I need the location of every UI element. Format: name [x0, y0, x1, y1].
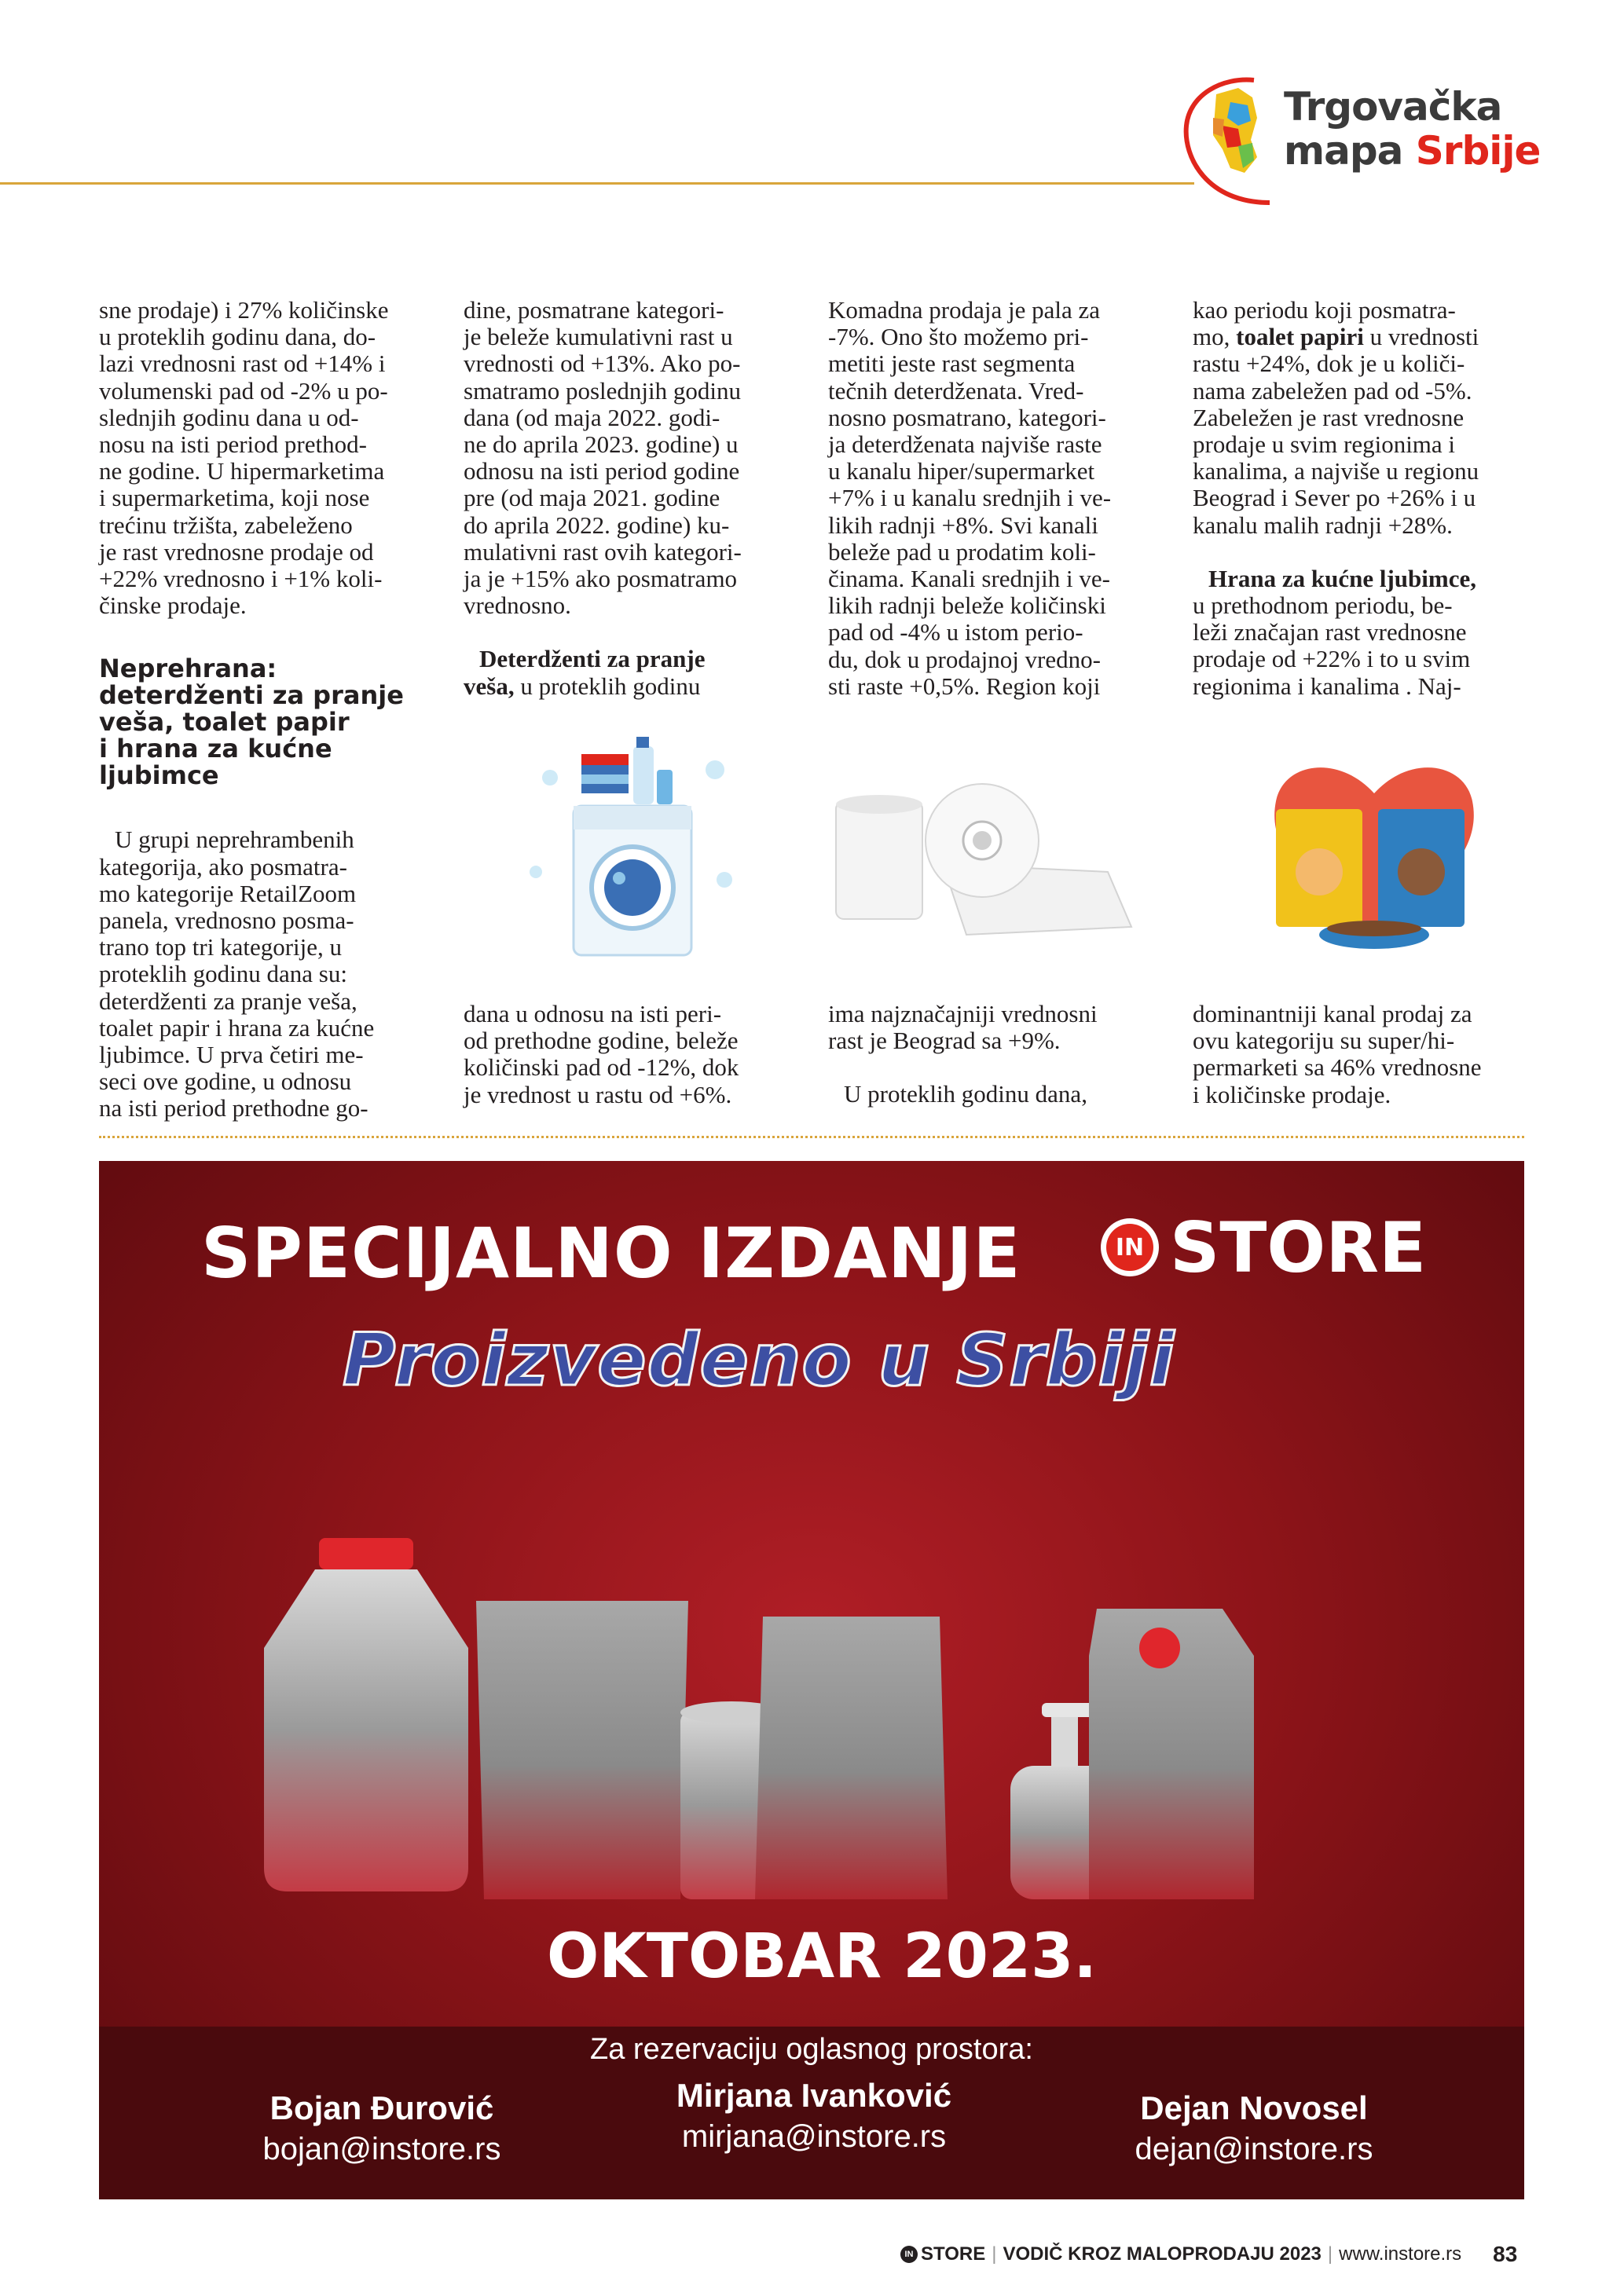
- column-1: [99, 297, 429, 1122]
- col1-paragraph-1: sne prodaje) i 27% količinske u proteklih godinu dana, do- lazi vrednosni rast od +14% i volumenski pad od -2% u po- slednjih godinu dana u od- nosu na isti period prethod- ne godine. U hipermarketima i supermarketima, koji nose trećinu tržišta, zabeleženo je rast vrednosne prodaje od +22% vrednosno i +1% koli- činske prodaje.: [99, 296, 389, 620]
- col2-paragraph-2: Deterdženti za pranje veša, u proteklih godinu: [464, 645, 706, 700]
- column-3-continued: [828, 1001, 1158, 1108]
- contact-card: Dejan Novosel dejan@instore.rs: [1089, 2088, 1419, 2170]
- logo-line-2b: Srbije: [1415, 128, 1541, 174]
- in-badge-icon: IN: [1101, 1218, 1159, 1276]
- logo-line-1: Trgovačka: [1284, 84, 1502, 130]
- col4-paragraph-2: Hrana za kućne ljubimce, u prethodnom periodu, be- leži značajan rast vrednosne prodaje od +22% i to u svim regionima i kanalima . Naj-: [1193, 564, 1476, 700]
- col2-paragraph-1: dine, posmatrane kategori- je beleže kumulativni rast u vrednosti od +13%. Ako po- smatramo poslednjih godinu dana (od maja 2022. godi- ne do aprila 2023. godine) u odnosu na isti period godine pre (od maja 2021. godine do aprila 2022. godine) ku- mulativni rast ovih kategori- ja je +15% ako posmatramo vrednosno.: [464, 296, 742, 620]
- footer-url[interactable]: www.instore.rs: [1339, 2243, 1462, 2265]
- reservation-label: Za rezervaciju oglasnog prostora:: [590, 2033, 1033, 2066]
- header-rule: [0, 182, 1194, 185]
- column-4: [1193, 297, 1531, 700]
- ad-date: OKTOBAR 2023.: [547, 1921, 1098, 1992]
- pet-food-icon: [1260, 723, 1488, 958]
- section-divider: [99, 1136, 1524, 1138]
- logo-line-2a: mapa: [1284, 128, 1403, 174]
- instore-logo: IN STORE: [1101, 1208, 1426, 1287]
- contact-email-link[interactable]: bojan@instore.rs: [262, 2132, 501, 2166]
- contact-card: Mirjana Ivanković mirjana@instore.rs: [649, 2075, 979, 2157]
- page-footer: IN STORE | VODIČ KROZ MALOPRODAJU 2023 | www.instore.rs 83: [900, 2242, 1517, 2267]
- contact-email-link[interactable]: dejan@instore.rs: [1135, 2132, 1373, 2166]
- toilet-paper-icon: [825, 770, 1139, 950]
- trgovacka-mapa-logo: [1175, 71, 1545, 212]
- col4-paragraph-3: dominantniji kanal prodaj za ovu kategoriju su super/hi- permarketi sa 46% vrednosne i količinske prodaje.: [1193, 1000, 1482, 1108]
- instore-special-edition-ad: [99, 1161, 1524, 2199]
- col3-paragraph-1: Komadna prodaja je pala za -7%. Ono što možemo pri- metiti jeste rast segmenta tečnih deterdženata. Vred- nosno posmatrano, kategori- ja deterdženata najviše raste u kanalu hiper/supermarket +7% i u kanalu srednjih i ve- likih radnji +8%. Svi kanali beleže pad u prodatim koli- činama. Kanali srednjih i ve- likih radnji beleže količinski pad od -4% u istom perio- du, dok u prodajnoj vredno- sti raste +0,5%. Region koji: [828, 296, 1112, 700]
- contact-card: Bojan Đurović bojan@instore.rs: [217, 2088, 547, 2170]
- column-4-continued: [1193, 1001, 1531, 1108]
- footer-publication: VODIČ KROZ MALOPRODAJU 2023: [1003, 2243, 1322, 2265]
- ad-subtitle: Proizvedeno u Srbiji: [343, 1318, 1175, 1402]
- section-heading: Neprehrana: deterdženti za pranje veša, toalet papir i hrana za kućne ljubimce: [99, 654, 404, 791]
- column-2: [464, 297, 794, 700]
- page-number: 83: [1493, 2242, 1518, 2266]
- col1-paragraph-2: U grupi neprehrambenih kategorija, ako posmatra- mo kategorije RetailZoom panela, vrednosno posma- trano top tri kategorije, u proteklih godinu dana su: deterdženti za pranje veša, toalet papir i hrana za kućne ljubimce. U prva četiri me- seci ove godine, u odnosu na isti period prethodne go-: [99, 826, 375, 1122]
- footer-brand: STORE: [921, 2243, 986, 2265]
- col3-paragraph-3: U proteklih godinu dana,: [844, 1080, 1087, 1108]
- washing-machine-icon: [519, 731, 739, 974]
- contact-email-link[interactable]: mirjana@instore.rs: [681, 2119, 947, 2154]
- in-badge-icon: IN: [900, 2246, 918, 2263]
- col4-paragraph-1: kao periodu koji posmatra- mo, toalet papiri u vrednosti rastu +24%, dok je u količi- nama zabeležen pad od -5%. Zabeležen je rast vrednosne prodaje u svim regionima i kanalima, a najviše u regionu Beograd i Sever po +26% i u kanalu malih radnji +28%.: [1193, 296, 1479, 539]
- col3-paragraph-2: ima najznačajniji vrednosni rast je Beograd sa +9%.: [828, 1000, 1098, 1055]
- ad-title: SPECIJALNO IZDANJE: [201, 1213, 1021, 1294]
- col2-paragraph-3: dana u odnosu na isti peri- od prethodne godine, beleže količinski pad od -12%, dok je vrednost u rastu od +6%.: [464, 1000, 739, 1108]
- column-3: [828, 297, 1158, 700]
- column-2-continued: [464, 1001, 794, 1108]
